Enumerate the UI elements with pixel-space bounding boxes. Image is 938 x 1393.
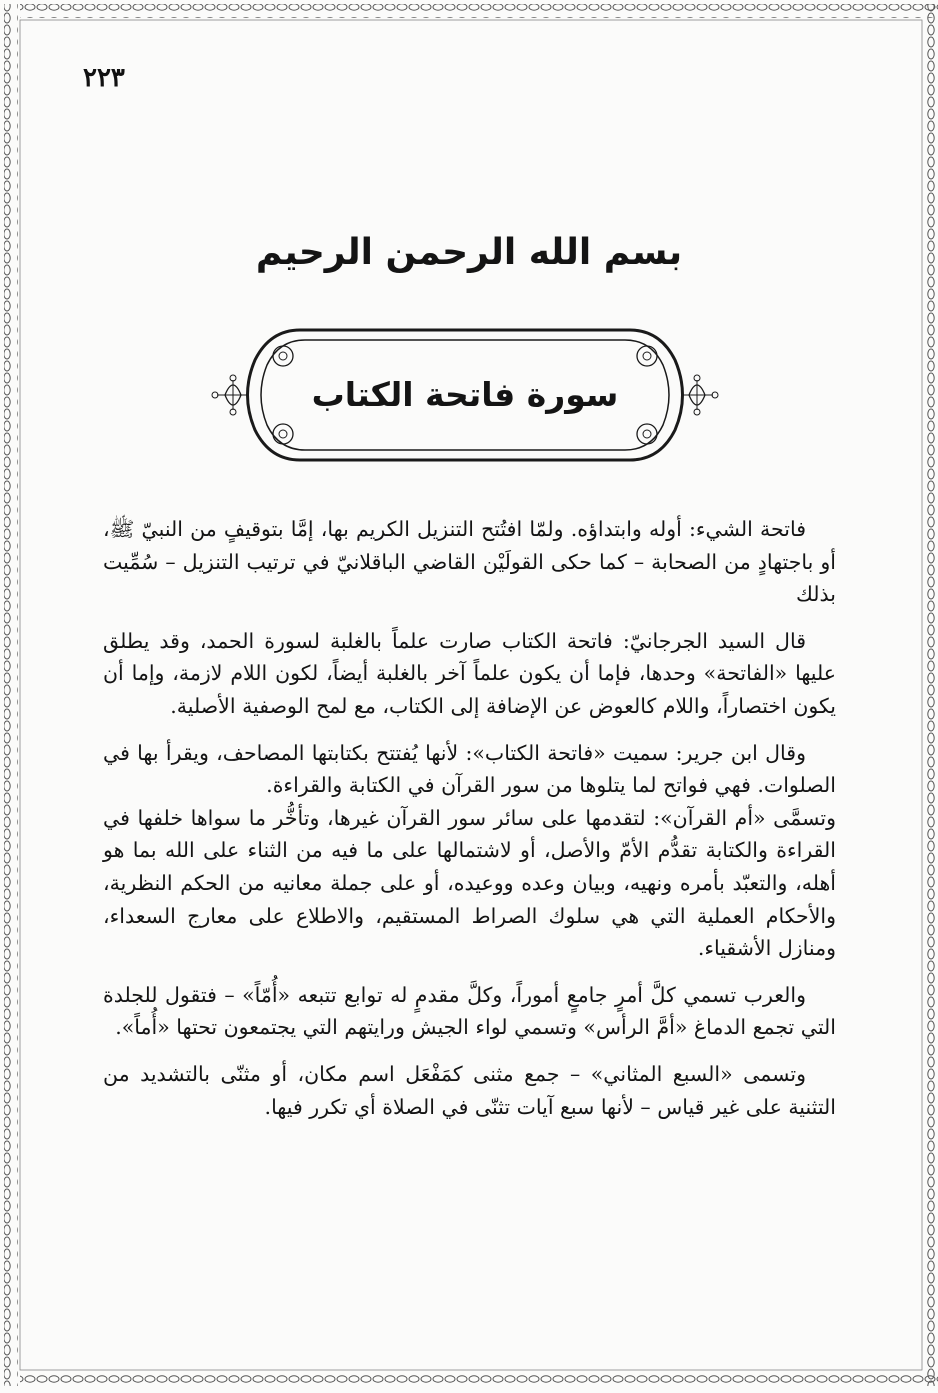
page-number: ٢٢٣ [83,63,125,93]
body-text [103,513,836,1123]
paragraph-6: وتسمى «السبع المثاني» – جمع مثنى كمَفْعَل اسم مكان، أو مثنّى بالتشديد من التثنية على غير قياس – لأنها سبع آيات تثنّى في الصلاة أي تكرر فيها. [103,1061,836,1119]
paragraph-2: قال السيد الجرجانيّ: فاتحة الكتاب صارت علماً بالغلبة لسورة الحمد، وقد يطلق عليها «الفاتحة» وحدها، فإما أن يكون علماً آخر بالغلبة أيضاً، لكون اللام لازمة، وإما أن يكون اختصاراً، واللام كالعوض عن الإضافة إلى الكتاب، مع لمح الوصفية الأصلية. [103,628,836,718]
paragraph-1: فاتحة الشيء: أوله وابتداؤه. ولمّا افتُتح التنزيل الكريم بها، إمَّا بتوقيفٍ من النبيّ ﷺ، أو باجتهادٍ من الصحابة – كما حكى القولَيْن القاضي الباقلانيّ في ترتيب التنزيل – سُمِّيت بذلك [103,517,836,607]
surah-title: سورة فاتحة الكتاب [311,375,619,414]
paragraph-5: والعرب تسمي كلَّ أمرٍ جامعٍ أموراً، وكلَّ مقدمٍ له توابع تتبعه «أُمّاً» – فتقول للجلدة التي تجمع الدماغ «أمَّ الرأس» وتسمي لواء الجيش ورايتهم التي يجتمعون تحتها «أُماً». [103,982,836,1040]
paragraph-4: وتسمَّى «أم القرآن»: لتقدمها على سائر سور القرآن غيرها، وتأخُّر ما سواها خلفها في القراءة والكتابة تقدُّم الأمّ والأصل، أو لاشتمالها على ما فيه من الثناء على الله بما هو أهله، والتعبّد بأمره ونهيه، وبيان وعده ووعيده، أو على جملة معانيه من الحكم النظرية، والأحكام العملية التي هي سلوك الصراط المستقيم، والاطلاع على معارج السعداء، ومنازل الأشقياء. [103,805,836,961]
paragraph-3: وقال ابن جرير: سميت «فاتحة الكتاب»: لأنها يُفتتح بكتابتها المصاحف، ويقرأ بها في الصلوات. فهي فواتح لما يتلوها من سور القرآن في الكتابة والقراءة. [103,740,836,798]
basmala-heading: بسم الله الرحمن الرحيم [255,232,683,273]
